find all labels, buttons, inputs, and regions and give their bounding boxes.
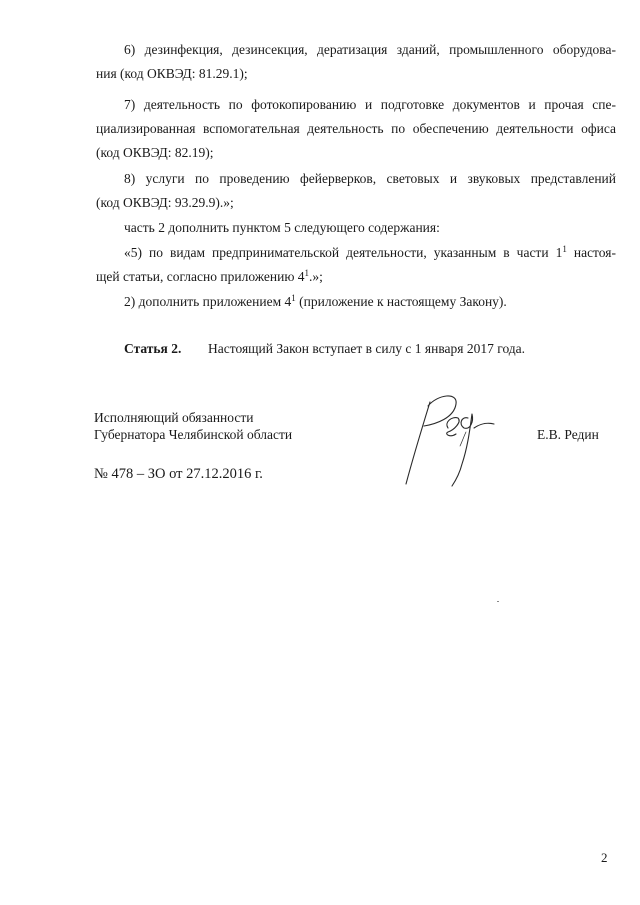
- amendment-2-tail: (приложение к настоящему Закону).: [295, 294, 507, 309]
- signatory-position-line-1: Исполняющий обязанности: [94, 410, 254, 425]
- item-7-line-3: (код ОКВЭД: 82.19);: [96, 145, 214, 160]
- law-registration-number: № 478 – ЗО от 27.12.2016 г.: [94, 466, 263, 482]
- signatory-position-line-2: Губернатора Челябинской области: [94, 427, 293, 442]
- article-2-text: Настоящий Закон вступает в силу с 1 января 2017 года.: [208, 341, 526, 356]
- page-number: 2: [601, 850, 608, 865]
- signatory-name: Е.В. Редин: [537, 427, 599, 442]
- item-5-line-2-superscript: 1: [304, 268, 310, 278]
- handwritten-signature: [398, 388, 508, 492]
- amendment-2-superscript: 1: [291, 293, 296, 303]
- item-5-line-2-text: щей статьи, согласно приложению 4: [96, 269, 305, 284]
- item-8-line-1: 8) услуги по проведению фейерверков, световых и звуковых представлений: [124, 171, 616, 186]
- item-6-line-1: 6) дезинфекция, дезинсекция, дератизация зданий, промышленного оборудова-: [124, 42, 616, 57]
- item-5-line-1-tail: настоя-: [566, 245, 616, 260]
- amendment-2: [124, 294, 507, 310]
- item-6-line-2: ния (код ОКВЭД: 81.29.1);: [96, 66, 248, 81]
- scan-speck: [497, 601, 499, 602]
- item-7-line-1: 7) деятельность по фотокопированию и подготовке документов и прочая спе-: [124, 97, 616, 112]
- part-2-intro: часть 2 дополнить пунктом 5 следующего содержания:: [124, 220, 440, 235]
- item-5-line-1-text: «5) по видам предпринимательской деятельности, указанным в части 1: [124, 245, 563, 260]
- item-8-line-2: (код ОКВЭД: 93.29.9).»;: [96, 195, 234, 210]
- item-5-line-1: [124, 245, 616, 261]
- item-5-line-2-tail: .»;: [309, 269, 323, 284]
- item-5-line-2: [96, 269, 323, 285]
- amendment-2-text: 2) дополнить приложением 4: [124, 294, 292, 309]
- item-5-line-1-superscript: 1: [562, 244, 567, 254]
- article-2-label: Статья 2.: [124, 341, 182, 356]
- item-7-line-2: циализированная вспомогательная деятельность по обеспечению деятельности офиса: [96, 121, 616, 136]
